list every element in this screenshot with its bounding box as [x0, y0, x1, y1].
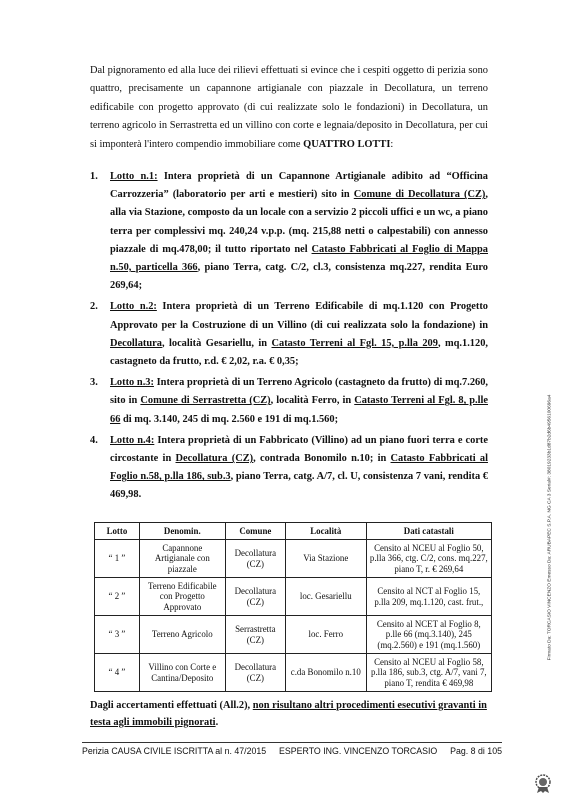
- cell-comune: Decollatura (CZ): [225, 578, 285, 616]
- cell-dati: Censito al NCEU al Foglio 58, p.lla 186, sub.3, ctg. A/7, vani 7, piano T, rendita € 469,98: [366, 654, 491, 692]
- cell-denomin: Capannone Artigianale con piazzale: [139, 540, 225, 578]
- footer-page-number: Pag. 8 di 105: [450, 746, 502, 756]
- lot-label: Lotto n.4:: [110, 434, 155, 446]
- lot-text: , mq.1.120, castagneto da frutto, r.d. € 2,02, r.a. € 0,35;: [110, 337, 488, 368]
- lot-text: , piano Terra, catg. C/2, cl.3, consistenza mq.227, rendita Euro 269,64;: [110, 262, 488, 292]
- lot-text: , alla via Stazione, composto da un locale con a servizio 2 piccoli uffici e un wc, a piano terra per complessivi mq. 240,24 v.p.p. (mq. 215,88 netti o calpestabili) con annesso piazzale di mq.478,00; il tutto riportato nel: [110, 189, 488, 255]
- lot-underlined: Catasto Terreni al Fgl. 8, p.lle 66: [110, 395, 489, 425]
- cell-localita: c.da Bonomilo n.10: [285, 654, 366, 692]
- note-text: Dagli accertamenti effettuati (All.2),: [90, 700, 253, 711]
- lot-item-2: [90, 298, 488, 371]
- lots-list: [90, 168, 488, 508]
- table-header-row: [95, 523, 492, 540]
- lot-underlined: Catasto Fabbricati al Foglio n.58, p.lla 186, sub.3: [110, 453, 488, 483]
- cell-denomin: Terreno Agricolo: [139, 616, 225, 654]
- header-denomin: Denomin.: [139, 523, 225, 540]
- note-end: .: [215, 717, 219, 728]
- lot-underlined: Catasto Terreni al Fgl. 15, p.lla 209: [271, 337, 438, 349]
- lot-text: Intera proprietà di un Terreno Agricolo (castagneto da frutto) di mq.7.260, sito in: [110, 377, 489, 407]
- cell-localita: loc. Gesariellu: [285, 578, 366, 616]
- cell-denomin: Villino con Corte e Cantina/Deposito: [139, 654, 225, 692]
- lot-text: , località Gesariellu, in: [161, 337, 272, 349]
- note-underlined: non risultano altri procedimenti esecutivi gravanti in testa agli immobili pignorati: [90, 700, 487, 728]
- cell-comune: Serrastretta (CZ): [225, 616, 285, 654]
- closing-note: [90, 697, 500, 731]
- lot-text: Intera proprietà di un Capannone Artigianale adibito ad “Officina Carrozzeria” (laboratorio per arti e mestieri) sito in: [110, 171, 488, 201]
- cell-lotto: “ 3 ”: [95, 616, 140, 654]
- lot-number: 3.: [90, 377, 98, 389]
- cell-dati: Censito al NCET al Foglio 8, p.lle 66 (mq.3.140), 245 (mq.2.560) e 191 (mq.1.560): [366, 616, 491, 654]
- table-row: [95, 540, 492, 578]
- page-footer: [82, 746, 502, 756]
- lot-text: , località Ferro, in: [270, 395, 355, 407]
- cell-lotto: “ 1 ”: [95, 540, 140, 578]
- lot-item-4: [90, 432, 488, 505]
- lot-underlined: Comune di Serrastretta (CZ): [140, 395, 271, 407]
- intro-bold: QUATTRO LOTTI: [303, 138, 391, 150]
- lot-text: Intera proprietà di un Terreno Edificabile di mq.1.120 con Progetto Approvato per la Costruzione di un Villino (di cui realizzata solo la fondazione) in: [110, 301, 488, 331]
- lot-number: 4.: [90, 434, 98, 446]
- table-row: [95, 654, 492, 692]
- lot-text: Intera proprietà di un Fabbricato (Villino) ad un piano fuori terra e corte circostante in: [110, 434, 489, 465]
- lot-label: Lotto n.2:: [110, 301, 157, 313]
- lot-item-3: [90, 374, 488, 429]
- lot-underlined: Decollatura (CZ): [175, 453, 254, 465]
- lot-text: , piano Terra, catg. A/7, cl. U, consistenza 7 vani, rendita € 469,98.: [110, 471, 488, 501]
- header-localita: Località: [285, 523, 366, 540]
- lot-text: , contrada Bonomilo n.10; in: [253, 453, 391, 465]
- cell-comune: Decollatura (CZ): [225, 654, 285, 692]
- lot-item-1: [90, 168, 488, 295]
- lot-label: Lotto n.3:: [110, 377, 154, 389]
- cadastral-table: [94, 522, 492, 692]
- cell-dati: Censito al NCT al Foglio 15, p.lla 209, mq.1.120, cast. frut.,: [366, 578, 491, 616]
- cell-denomin: Terreno Edificabile con Progetto Approvato: [139, 578, 225, 616]
- cell-dati: Censito al NCEU al Foglio 50, p.lla 366, ctg. C/2, cons. mq.227, piano T, r. € 269,64: [366, 540, 491, 578]
- seal-icon: [532, 772, 554, 794]
- lot-underlined: Catasto Fabbricati al Foglio di Mappa n.50, particella 366: [110, 243, 488, 274]
- table-row: [95, 578, 492, 616]
- header-dati-catastali: Dati catastali: [366, 523, 491, 540]
- cell-comune: Decollatura (CZ): [225, 540, 285, 578]
- cell-lotto: “ 2 ”: [95, 578, 140, 616]
- table-row: [95, 616, 492, 654]
- signature-text: Firmato Da: TORCASIO VINCENZO Emesso Da: ARUBAPEC S.P.A. NG CA 3 Serial#: 38019233b1d87b2d6b4956100696a4: [547, 394, 553, 661]
- intro-paragraph: Dal pignoramento ed alla luce dei rilievi effettuati si evince che i cespiti oggetto di perizia sono quattro, precisamente un capannone artigianale con piazzale in Decollatura, un terreno edificabile con progetto approvato (di cui realizzate solo le fondazioni) in Decollatura, un terreno agricolo in Serrastretta ed un villino con corte e legnaia/deposito in Decollatura, per cui si imponterà l'intero compendio immobiliare come QUATTRO LOTTI:: [90, 65, 488, 150]
- cell-localita: loc. Ferro: [285, 616, 366, 654]
- intro-text: Dal pignoramento ed alla luce dei rilievi effettuati si evince che i cespiti oggetto di perizia sono quattro, precisamente un capannone artigianale con piazzale in Decollatura, un terreno edificabile con progetto approvato (di cui realizzate solo le fondazioni) in Decollatura, un terreno agricolo in Serrastretta ed un villino con corte e legnaia/deposito in Decollatura, per cui si imponterà l'intero compendio immobiliare come: [90, 65, 488, 150]
- lot-label: Lotto n.1:: [110, 171, 158, 182]
- lot-underlined: Comune di Decollatura (CZ): [353, 189, 486, 201]
- cell-lotto: “ 4 ”: [95, 654, 140, 692]
- footer-divider: [82, 742, 502, 743]
- header-lotto: Lotto: [95, 523, 140, 540]
- cell-localita: Via Stazione: [285, 540, 366, 578]
- header-comune: Comune: [225, 523, 285, 540]
- lot-underlined: Decollatura: [110, 337, 162, 349]
- lot-text: di mq. 3.140, 245 di mq. 2.560 e 191 di mq.1.560;: [120, 413, 339, 425]
- footer-expert: ESPERTO ING. VINCENZO TORCASIO: [279, 746, 438, 756]
- lot-number: 1.: [90, 171, 98, 182]
- lot-number: 2.: [90, 301, 98, 313]
- digital-signature-stamp: [540, 290, 553, 770]
- footer-case: Perizia CAUSA CIVILE ISCRITTA al n. 47/2015: [82, 746, 267, 756]
